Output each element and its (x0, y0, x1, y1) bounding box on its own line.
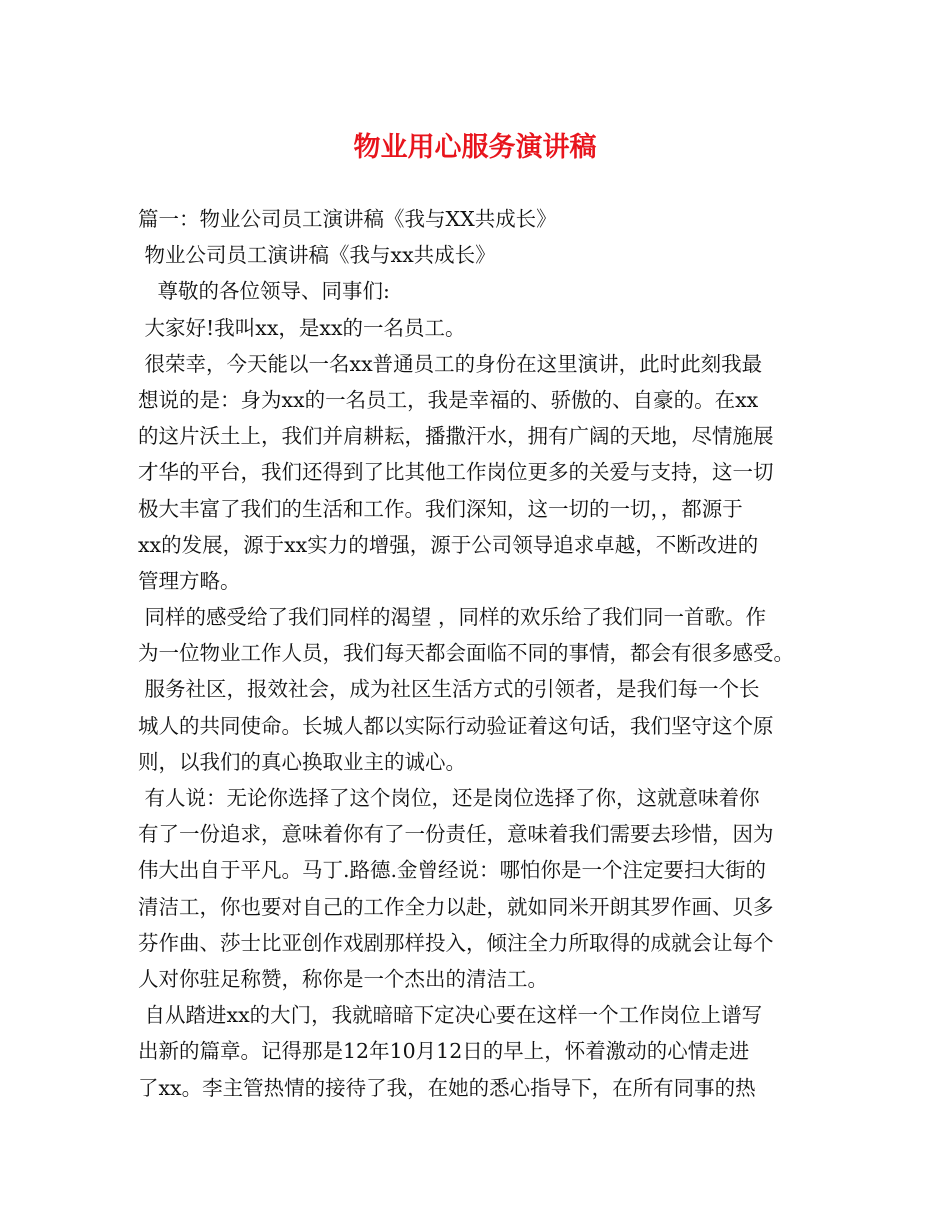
text-line: 篇一：物业公司员工演讲稿《我与XX共成长》 (138, 207, 557, 231)
text-line: 服务社区，报效社会，成为社区生活方式的引领者，是我们每一个长 (138, 677, 760, 702)
text-line: 城人的共同使命。长城人都以实际行动验证着这句话，我们坚守这个原 (138, 713, 774, 738)
text-line: 才华的平台，我们还得到了比其他工作岗位更多的关爱与支持，这一切 (138, 460, 774, 485)
text-line: 同样的感受给了我们同样的渴望 ，同样的欢乐给了我们同一首歌。作 (138, 605, 767, 630)
text-line: 物业公司员工演讲稿《我与xx共成长》 (138, 243, 496, 268)
text-line: xx的发展，源于xx实力的增强，源于公司领导追求卓越，不断改进的 (138, 532, 759, 557)
text-line: 人对你驻足称赞，称你是一个杰出的清洁工。 (138, 966, 548, 991)
text-line: 的这片沃土上，我们并肩耕耘，播撒汗水，拥有广阔的天地，尽情施展 (138, 424, 774, 449)
text-line: 大家好!我叫xx，是xx的一名员工。 (138, 315, 466, 340)
text-line: 有了一份追求，意味着你有了一份责任，意味着我们需要去珍惜，因为 (138, 822, 774, 847)
text-line: 则，以我们的真心换取业主的诚心。 (138, 749, 466, 774)
text-line: 想说的是：身为xx的一名员工，我是幸福的、骄傲的、自豪的。在xx (138, 387, 759, 412)
text-line: 极大丰富了我们的生活和工作。我们深知，这一切的一切，，都源于 (138, 496, 743, 521)
text-line: 尊敬的各位领导、同事们: (138, 279, 390, 304)
text-line: 很荣幸，今天能以一名xx普通员工的身份在这里演讲，此时此刻我最 (138, 351, 763, 376)
text-line: 自从踏进xx的大门，我就暗暗下定决心要在这样一个工作岗位上谱写 (138, 1003, 763, 1028)
text-line: 出新的篇章。记得那是12年10月12日的早上，怀着激动的心情走进 (138, 1039, 750, 1064)
text-line: 有人说：无论你选择了这个岗位，还是岗位选择了你，这就意味着你 (138, 786, 760, 810)
document-body (138, 201, 818, 1106)
text-line: 了xx。李主管热情的接待了我，在她的悉心指导下，在所有同事的热 (138, 1075, 756, 1100)
text-line: 管理方略。 (138, 568, 241, 593)
text-line: 为一位物业工作人员，我们每天都会面临不同的事情，都会有很多感受。 (138, 641, 794, 666)
text-line: 芬作曲、莎士比亚创作戏剧那样投入，倾注全力所取得的成就会让每个 (138, 930, 774, 955)
document-title: 物业用心服务演讲稿 (353, 132, 597, 163)
text-line: 清洁工，你也要对自己的工作全力以赴，就如同米开朗其罗作画、贝多 (138, 894, 774, 919)
text-line: 伟大出自于平凡。马丁.路德.金曾经说：哪怕你是一个注定要扫大街的 (138, 858, 767, 883)
